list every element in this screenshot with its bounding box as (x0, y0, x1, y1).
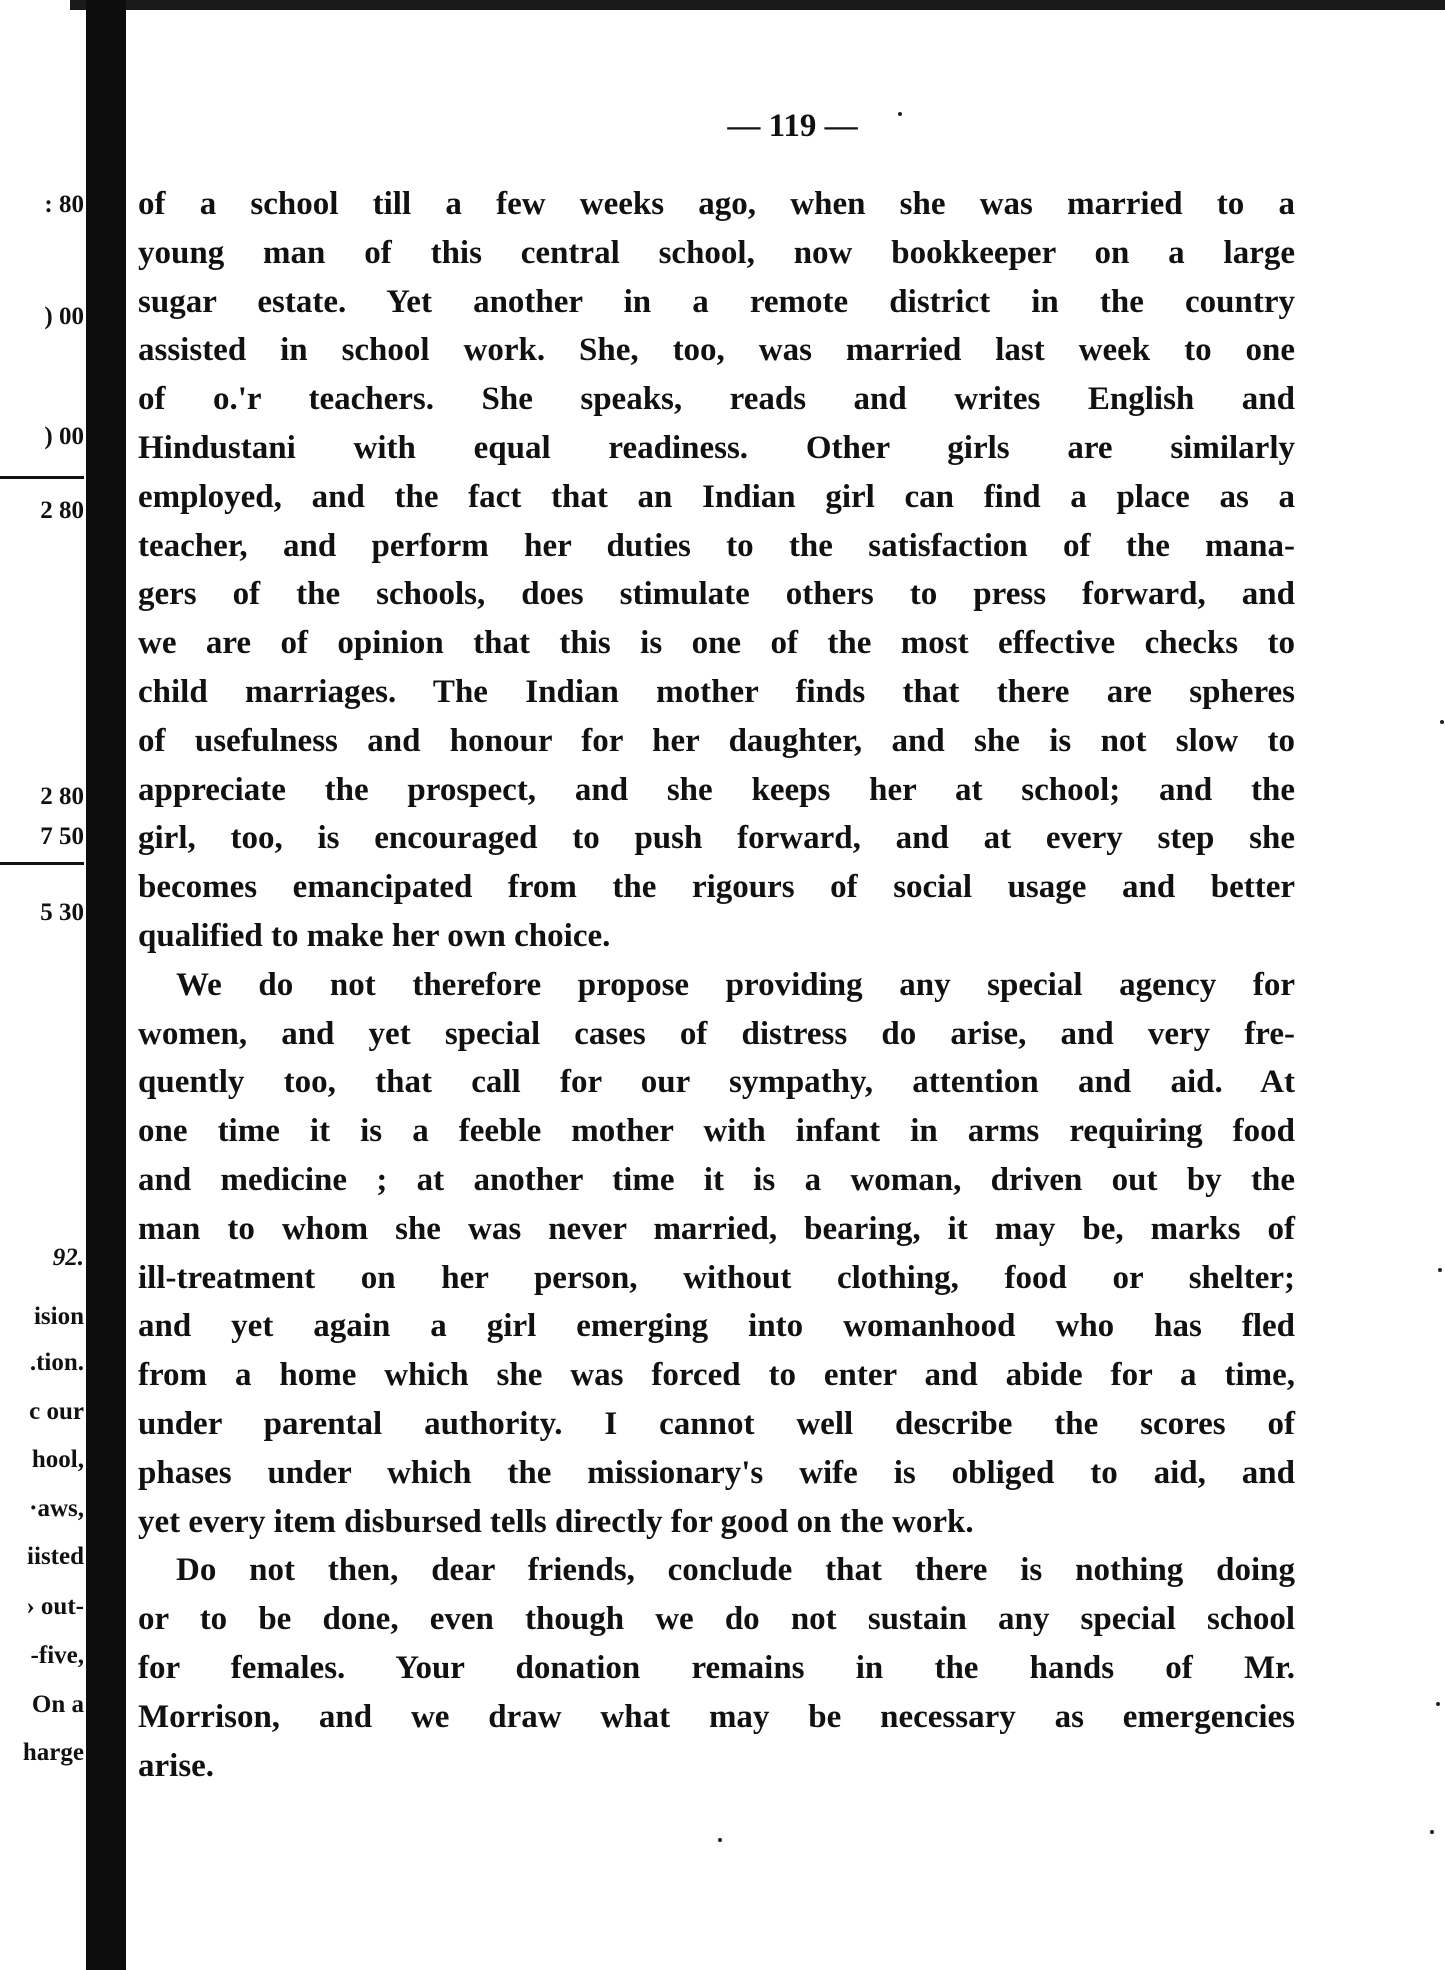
margin-fragment: 2 80 (40, 497, 84, 524)
top-border-rule (70, 0, 1445, 10)
text-line: young man of this central school, now bookkeeper on a large (138, 234, 1295, 271)
text-line: women, and yet special cases of distress do arise, and very fre- (138, 1015, 1295, 1052)
text-line: assisted in school work. She, too, was married last week to one (138, 332, 1295, 369)
paragraph (138, 180, 1295, 961)
text-line: arise. (138, 1747, 215, 1784)
text-line: or to be done, even though we do not sustain any special school (138, 1601, 1295, 1638)
text-line: under parental authority. I cannot well describe the scores of (138, 1405, 1295, 1442)
margin-fragment: harge (22, 1739, 84, 1766)
margin-fragment: ision (33, 1303, 84, 1330)
print-speck (1430, 1830, 1434, 1834)
margin-fragment: iisted (27, 1543, 84, 1570)
text-line: one time it is a feeble mother with infant in arms requiring food (138, 1113, 1295, 1150)
page-number: — 119 — (727, 108, 858, 144)
margin-fragment: ) 00 (44, 303, 84, 330)
print-speck (898, 112, 902, 116)
margin-fragment: ·aws, (29, 1495, 84, 1522)
text-line: qualified to make her own choice. (138, 917, 611, 954)
text-line: Hindustani with equal readiness. Other girls are similarly (138, 429, 1295, 466)
binding-gutter (86, 0, 126, 1970)
paragraph (138, 1546, 1295, 1790)
margin-fragment: 7 50 (40, 823, 84, 850)
margin-fragment: c our (29, 1398, 84, 1425)
print-speck (1440, 720, 1444, 724)
text-line: from a home which she was forced to enter and abide for a time, (138, 1357, 1295, 1394)
margin-fragment: On a (31, 1691, 84, 1718)
text-line: of a school till a few weeks ago, when she was married to a (138, 186, 1295, 222)
print-speck (1436, 1702, 1440, 1706)
text-line: quently too, that call for our sympathy, attention and aid. At (138, 1064, 1295, 1101)
text-line: We do not therefore propose providing any special agency for (176, 966, 1295, 1003)
margin-rule (0, 862, 84, 865)
margin-rule (0, 476, 84, 479)
margin-fragment: 92. (52, 1244, 84, 1271)
text-line: yet every item disbursed tells directly for good on the work. (138, 1503, 974, 1540)
body-text (138, 180, 1295, 1790)
print-speck (1438, 1268, 1442, 1272)
text-line: becomes emancipated from the rigours of social usage and better (138, 869, 1295, 906)
text-line: and yet again a girl emerging into womanhood who has fled (138, 1308, 1295, 1345)
margin-fragment: › out- (26, 1593, 84, 1620)
margin-fragment: -five, (30, 1642, 84, 1669)
text-line: Morrison, and we draw what may be necessary as emergencies (138, 1698, 1295, 1735)
print-speck (718, 1838, 722, 1842)
text-line: teacher, and perform her duties to the satisfaction of the mana- (138, 527, 1295, 564)
text-line: Do not then, dear friends, conclude that there is nothing doing (176, 1552, 1295, 1589)
text-line: child marriages. The Indian mother finds that there are spheres (138, 673, 1295, 710)
text-line: of usefulness and honour for her daughter, and she is not slow to (138, 722, 1295, 759)
text-line: of o.'r teachers. She speaks, reads and writes English and (138, 381, 1295, 418)
text-line: gers of the schools, does stimulate others to press forward, and (138, 576, 1295, 613)
text-line: sugar estate. Yet another in a remote district in the country (138, 283, 1295, 320)
text-line: man to whom she was never married, bearing, it may be, marks of (138, 1210, 1295, 1247)
text-line: girl, too, is encouraged to push forward, and at every step she (138, 820, 1295, 857)
text-line: phases under which the missionary's wife is obliged to aid, and (138, 1454, 1295, 1491)
margin-fragment: .tion. (29, 1349, 84, 1376)
margin-fragment: 5 30 (40, 899, 84, 926)
margin-fragment: hool, (31, 1446, 84, 1473)
margin-fragment: ) 00 (44, 423, 84, 450)
paragraph (138, 961, 1295, 1547)
text-line: we are of opinion that this is one of the most effective checks to (138, 625, 1295, 662)
text-line: employed, and the fact that an Indian girl can find a place as a (138, 478, 1295, 515)
margin-fragment: 2 80 (40, 783, 84, 810)
text-line: and medicine ; at another time it is a woman, driven out by the (138, 1161, 1295, 1198)
text-line: ill-treatment on her person, without clothing, food or shelter; (138, 1259, 1295, 1296)
text-line: for females. Your donation remains in the hands of Mr. (138, 1649, 1295, 1686)
previous-page-margin (0, 0, 86, 1970)
margin-fragment: : 80 (44, 191, 84, 218)
text-line: appreciate the prospect, and she keeps her at school; and the (138, 771, 1295, 808)
